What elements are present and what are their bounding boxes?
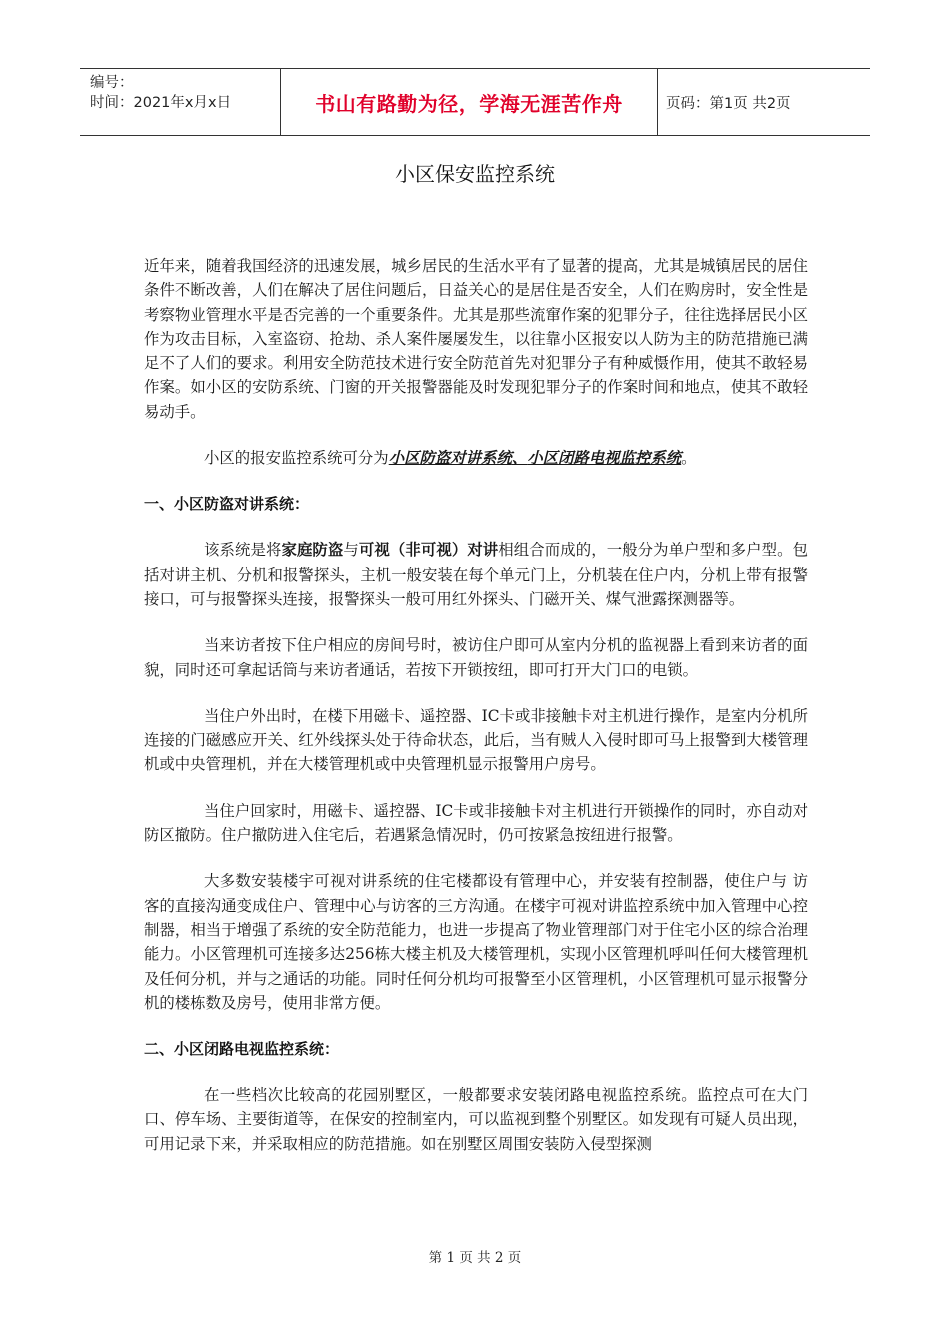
classification-prefix: 小区的报安监控系统可分为: [204, 449, 389, 468]
s1p1-a: 该系统是将: [204, 541, 282, 560]
section2-heading: 二、小区闭路电视监控系统：: [144, 1040, 340, 1059]
header-page-info: 页码：第1页 共2页: [666, 95, 791, 112]
section1-paragraph-1: [144, 538, 808, 611]
number-label: 编号：: [90, 75, 134, 91]
classification-paragraph: [144, 446, 808, 470]
s1p1-e: 相组合而成的，一般分为单户型和多户型。包括对讲主机、分机和报警探头，主机一般安装在每个单元门上，分机装在住户内，分机上带有报警接口，可与报警探头连接，报警探头一般可用红外探头、门磁开关、煤气泄露探测器等。: [144, 541, 808, 608]
section1-heading: 一、小区防盗对讲系统：: [144, 495, 310, 514]
s1p1-b: 家庭防盗: [281, 541, 344, 560]
header-left-cell: [80, 69, 280, 135]
time-label: 时间：2021年x月x日: [90, 95, 232, 111]
section2-paragraph-1: 在一些档次比较高的花园别墅区，一般都要求安装闭路电视监控系统。监控点可在大门口、停车场、主要街道等，在保安的控制室内，可以监视到整个别墅区。如发现有可疑人员出现，可用记录下来，并采取相应的防范措施。如在别墅区周围安装防入侵型探测: [144, 1086, 808, 1153]
document-body: [144, 254, 808, 1156]
page-footer: 第 1 页 共 2 页: [428, 1250, 522, 1266]
s1p1-d: 可视（非可视）对讲: [358, 541, 499, 560]
section1-paragraph-5: 大多数安装楼宇可视对讲系统的住宅楼都设有管理中心，并安装有控制器，使住户与 访客的直接沟通变成住户、管理中心与访客的三方沟通。在楼宇可视对讲监控系统中加入管理中心控制器，相当于增强了系统的安全防范能力，也进一步提高了物业管理部门对于住宅小区的综合治理能力。小区管理机可连接多达256栋大楼主机及大楼管理机，实现小区管理机呼叫任何大楼管理机及任何分机，并与之通话的功能。同时任何分机均可报警至小区管理机，小区管理机可显示报警分机的楼栋数及房号，使用非常方便。: [144, 872, 808, 1012]
classification-suffix: 。: [681, 449, 697, 468]
document-header-table: [80, 68, 870, 136]
header-motto: 书山有路勤为径，学海无涯苦作舟: [280, 69, 658, 135]
link-separator: 、: [511, 449, 528, 468]
link-intercom-system[interactable]: 小区防盗对讲系统: [388, 449, 512, 468]
intro-paragraph: 近年来，随着我国经济的迅速发展，城乡居民的生活水平有了显著的提高，尤其是城镇居民的居住条件不断改善，人们在解决了居住问题后，日益关心的是居住是否安全，人们在购房时，安全性是考察物业管理水平是否完善的一个重要条件。尤其是那些流窜作案的犯罪分子，往往选择居民小区作为攻击目标，入室盗窃、抢劫、杀人案件屡屡发生，以往靠小区报安以人防为主的防范措施已满足不了人们的要求。利用安全防范技术进行安全防范首先对犯罪分子有种威慑作用，使其不敢轻易作案。如小区的安防系统、门窗的开关报警器能及时发现犯罪分子的作案时间和地点，使其不敢轻易动手。: [144, 257, 808, 421]
link-cctv-system[interactable]: 小区闭路电视监控系统: [527, 449, 682, 468]
section1-paragraph-3: 当住户外出时，在楼下用磁卡、遥控器、IC卡或非接触卡对主机进行操作，是室内分机所连接的门磁感应开关、红外线探头处于待命状态，此后，当有贼人入侵时即可马上报警到大楼管理机或中央管理机，并在大楼管理机或中央管理机显示报警用户房号。: [144, 706, 808, 774]
section1-paragraph-2: 当来访者按下住户相应的房间号时，被访住户即可从室内分机的监视器上看到来访者的面貌，同时还可拿起话筒与来访者通话，若按下开锁按纽，即可打开大门口的电锁。: [144, 636, 808, 679]
section1-paragraph-4: 当住户回家时，用磁卡、遥控器、IC卡或非接触卡对主机进行开锁操作的同时，亦自动对防区撤防。住户撤防进入住宅后，若遇紧急情况时，仍可按紧急按纽进行报警。: [144, 801, 808, 845]
document-title: 小区保安监控系统: [395, 162, 555, 186]
s1p1-c: 与: [343, 541, 359, 560]
